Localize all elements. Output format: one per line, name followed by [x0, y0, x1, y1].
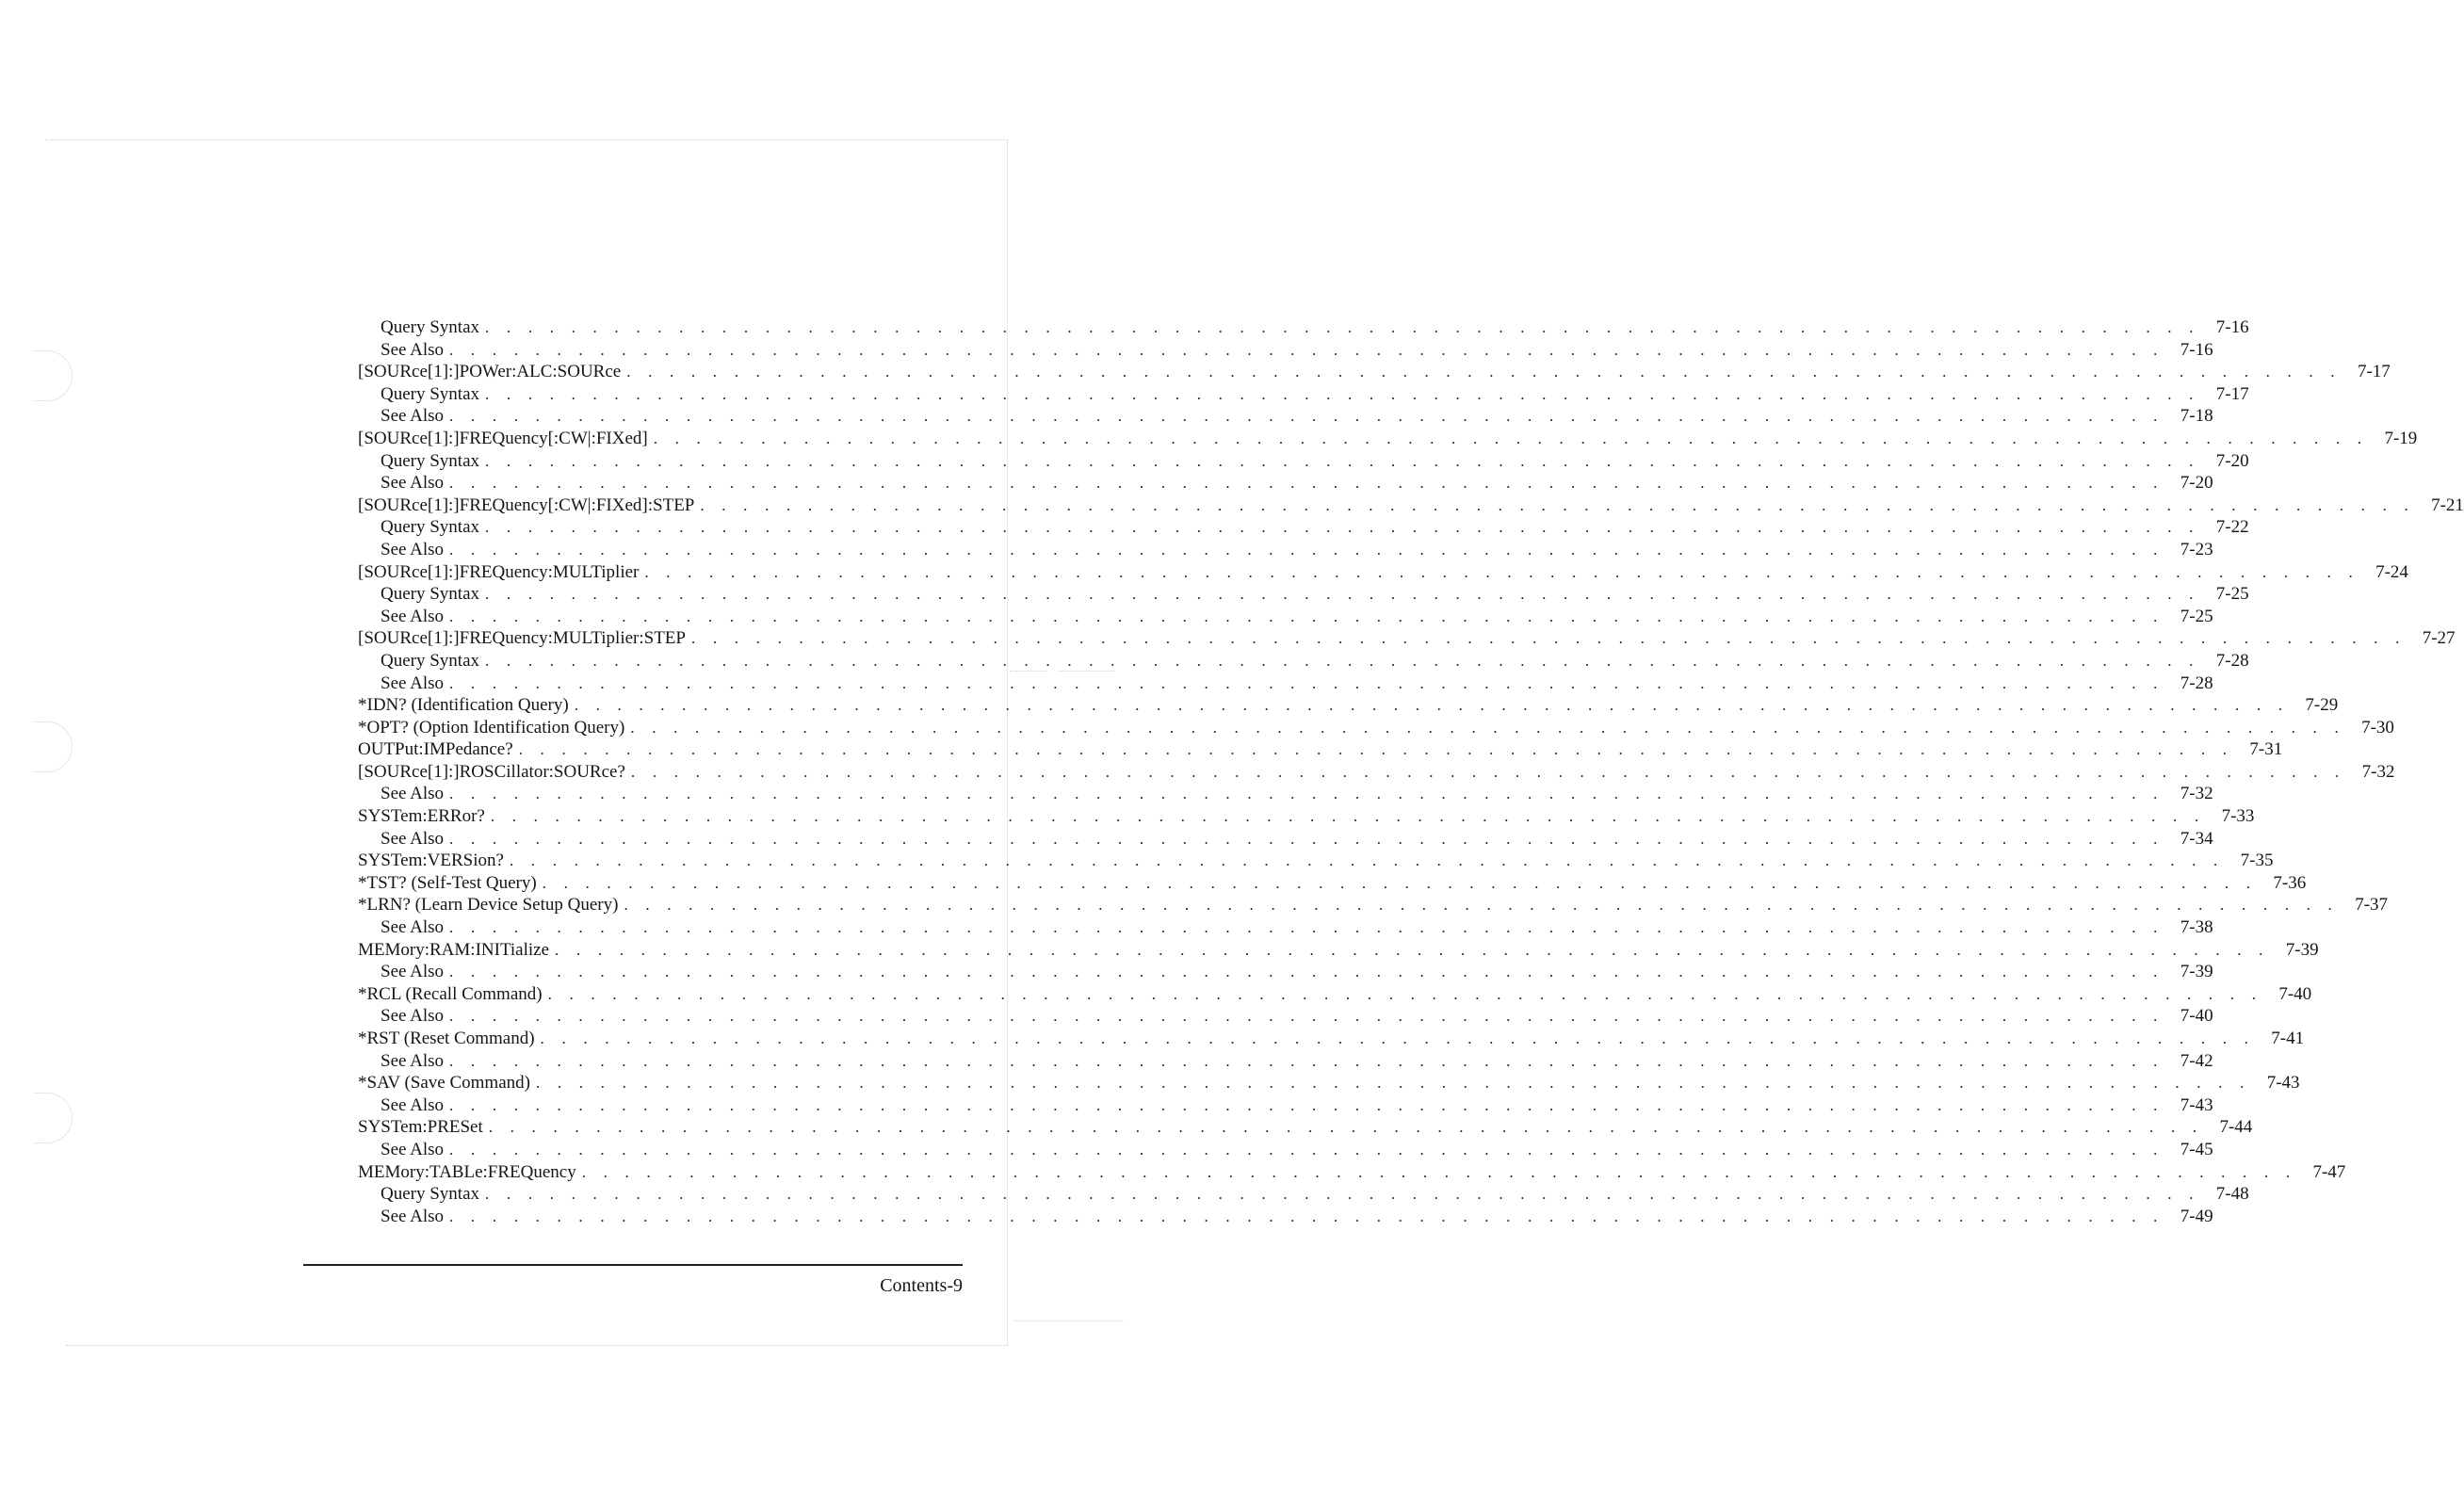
- toc-entry: [358, 650, 2249, 672]
- toc-entry-title: See Also: [358, 1139, 449, 1161]
- toc-entry-title: See Also: [358, 539, 449, 561]
- toc-entry-page-number: 7-49: [2180, 1206, 2213, 1226]
- toc-entry-page-number: 7-38: [2180, 917, 2213, 938]
- toc-entry: [358, 1094, 2213, 1117]
- toc-entry-page-number: 7-33: [2221, 806, 2255, 827]
- toc-entry-title: See Also: [358, 1094, 449, 1117]
- toc-dot-leader: . . . . . . . . . . . . . . . . . . . . . . . . . . . . . . . . . . . . . . . . . . . . . . . . . . . . . . . . . . . . . . . . . . . . . . . . . . . . . . . .: [581, 1162, 2297, 1181]
- toc-entry-page-number: 7-39: [2285, 939, 2319, 960]
- toc-dot-leader: . . . . . . . . . . . . . . . . . . . . . . . . . . . . . . . . . . . . . . . . . . . . . . . . . . . . . . . . . . . . . . . . . . . . . . . . . . . . . . . .: [490, 807, 2206, 826]
- toc-entry: [358, 783, 2213, 805]
- toc-dot-leader: . . . . . . . . . . . . . . . . . . . . . . . . . . . . . . . . . . . . . . . . . . . . . . . . . . . . . . . . . . . . . . . . . . . . . . . . . . . . . . . .: [449, 540, 2164, 559]
- toc-entry-title: [SOURce[1]:]FREQuency[:CW|:FIXed]:STEP: [358, 494, 700, 517]
- toc-entry-title: *OPT? (Option Identification Query): [358, 717, 630, 739]
- toc-entry: [358, 983, 2312, 1006]
- toc-dot-leader: . . . . . . . . . . . . . . . . . . . . . . . . . . . . . . . . . . . . . . . . . . . . . . . . . . . . . . . . . . . . . . . . . . . . . . . . . . . . . . . .: [535, 1074, 2251, 1093]
- toc-dot-leader: . . . . . . . . . . . . . . . . . . . . . . . . . . . . . . . . . . . . . . . . . . . . . . . . . . . . . . . . . . . . . . . . . . . . . . . . . . . . . . . .: [449, 963, 2164, 981]
- toc-entry-title: Query Syntax: [358, 650, 485, 672]
- toc-entry-page-number: 7-40: [2180, 1006, 2213, 1027]
- toc-entry-page-number: 7-24: [2375, 561, 2408, 582]
- toc-entry-page-number: 7-48: [2215, 1184, 2249, 1205]
- toc-entry-page-number: 7-34: [2180, 828, 2213, 849]
- toc-entry-title: See Also: [358, 1206, 449, 1228]
- toc-entry: [358, 383, 2249, 406]
- toc-dot-leader: . . . . . . . . . . . . . . . . . . . . . . . . . . . . . . . . . . . . . . . . . . . . . . . . . . . . . . . . . . . . . . . . . . . . . . . . . . . . . . . .: [485, 384, 2200, 403]
- punch-hole-icon: [34, 721, 73, 772]
- toc-entry-title: MEMory:RAM:INITialize: [358, 939, 555, 962]
- toc-entry: [358, 1161, 2346, 1184]
- toc-entry-page-number: 7-35: [2240, 851, 2274, 871]
- toc-entry-page-number: 7-42: [2180, 1050, 2213, 1071]
- toc-dot-leader: . . . . . . . . . . . . . . . . . . . . . . . . . . . . . . . . . . . . . . . . . . . . . . . . . . . . . . . . . . . . . . . . . . . . . . . . . . . . . . . .: [574, 696, 2290, 715]
- toc-entry-title: See Also: [358, 916, 449, 939]
- toc-entry-page-number: 7-18: [2180, 406, 2213, 427]
- toc-entry-title: SYSTem:ERRor?: [358, 805, 491, 828]
- toc-dot-leader: . . . . . . . . . . . . . . . . . . . . . . . . . . . . . . . . . . . . . . . . . . . . . . . . . . . . . . . . . . . . . . . . . . . . . . . . . . . . . . . .: [485, 585, 2200, 604]
- toc-entry-page-number: 7-28: [2215, 650, 2249, 671]
- toc-dot-leader: . . . . . . . . . . . . . . . . . . . . . . . . . . . . . . . . . . . . . . . . . . . . . . . . . . . . . . . . . . . . . . . . . . . . . . . . . . . . . . . .: [700, 495, 2415, 514]
- toc-entry: [358, 694, 2339, 717]
- toc-entry-page-number: 7-39: [2180, 962, 2213, 982]
- toc-entry-title: See Also: [358, 606, 449, 628]
- toc-dot-leader: . . . . . . . . . . . . . . . . . . . . . . . . . . . . . . . . . . . . . . . . . . . . . . . . . . . . . . . . . . . . . . . . . . . . . . . . . . . . . . . .: [449, 1007, 2164, 1026]
- toc-entry-title: *IDN? (Identification Query): [358, 694, 575, 717]
- toc-entry-page-number: 7-20: [2180, 473, 2213, 494]
- toc-entry-title: See Also: [358, 1005, 449, 1028]
- toc-entry-title: See Also: [358, 672, 449, 695]
- toc-entry-page-number: 7-44: [2219, 1117, 2253, 1138]
- toc-dot-leader: . . . . . . . . . . . . . . . . . . . . . . . . . . . . . . . . . . . . . . . . . . . . . . . . . . . . . . . . . . . . . . . . . . . . . . . . . . . . . . . .: [449, 1051, 2164, 1070]
- page-footer-label: Contents-9: [880, 1275, 963, 1296]
- toc-entry-title: See Also: [358, 828, 449, 851]
- toc-dot-leader: . . . . . . . . . . . . . . . . . . . . . . . . . . . . . . . . . . . . . . . . . . . . . . . . . . . . . . . . . . . . . . . . . . . . . . . . . . . . . . . .: [449, 918, 2164, 937]
- footer-rule: [303, 1264, 963, 1266]
- toc-entry-title: See Also: [358, 339, 449, 362]
- toc-entry-title: Query Syntax: [358, 583, 485, 606]
- toc-entry-title: *TST? (Self-Test Query): [358, 872, 543, 895]
- toc-dot-leader: . . . . . . . . . . . . . . . . . . . . . . . . . . . . . . . . . . . . . . . . . . . . . . . . . . . . . . . . . . . . . . . . . . . . . . . . . . . . . . . .: [542, 873, 2258, 892]
- toc-entry: [358, 738, 2283, 761]
- toc-entry: [358, 561, 2408, 584]
- toc-entry: [358, 939, 2319, 962]
- toc-dot-leader: . . . . . . . . . . . . . . . . . . . . . . . . . . . . . . . . . . . . . . . . . . . . . . . . . . . . . . . . . . . . . . . . . . . . . . . . . . . . . . . .: [624, 896, 2340, 915]
- toc-entry-title: SYSTem:VERSion?: [358, 850, 510, 872]
- toc-entry: [358, 672, 2213, 695]
- toc-entry: [358, 872, 2307, 895]
- toc-entry-title: [SOURce[1]:]FREQuency:MULTiplier: [358, 561, 644, 584]
- toc-dot-leader: . . . . . . . . . . . . . . . . . . . . . . . . . . . . . . . . . . . . . . . . . . . . . . . . . . . . . . . . . . . . . . . . . . . . . . . . . . . . . . . .: [485, 451, 2200, 470]
- toc-entry-title: See Also: [358, 961, 449, 983]
- toc-entry-page-number: 7-30: [2361, 717, 2394, 737]
- toc-dot-leader: . . . . . . . . . . . . . . . . . . . . . . . . . . . . . . . . . . . . . . . . . . . . . . . . . . . . . . . . . . . . . . . . . . . . . . . . . . . . . . . .: [485, 1185, 2200, 1204]
- toc-dot-leader: . . . . . . . . . . . . . . . . . . . . . . . . . . . . . . . . . . . . . . . . . . . . . . . . . . . . . . . . . . . . . . . . . . . . . . . . . . . . . . . .: [644, 562, 2359, 581]
- toc-dot-leader: . . . . . . . . . . . . . . . . . . . . . . . . . . . . . . . . . . . . . . . . . . . . . . . . . . . . . . . . . . . . . . . . . . . . . . . . . . . . . . . .: [449, 474, 2164, 493]
- toc-dot-leader: . . . . . . . . . . . . . . . . . . . . . . . . . . . . . . . . . . . . . . . . . . . . . . . . . . . . . . . . . . . . . . . . . . . . . . . . . . . . . . . .: [653, 429, 2369, 447]
- toc-dot-leader: . . . . . . . . . . . . . . . . . . . . . . . . . . . . . . . . . . . . . . . . . . . . . . . . . . . . . . . . . . . . . . . . . . . . . . . . . . . . . . . .: [485, 518, 2200, 537]
- toc-entry-page-number: 7-32: [2361, 761, 2395, 782]
- scan-border-bottom: [66, 1345, 1008, 1346]
- toc-entry-title: [SOURce[1]:]POWer:ALC:SOURce: [358, 361, 626, 383]
- toc-entry: [358, 894, 2389, 916]
- toc-entry-page-number: 7-43: [2180, 1094, 2213, 1115]
- toc-entry-page-number: 7-16: [2180, 339, 2213, 360]
- toc-entry-page-number: 7-16: [2215, 317, 2249, 337]
- toc-entry: [358, 1139, 2213, 1161]
- toc-entry-title: Query Syntax: [358, 516, 485, 539]
- toc-dot-leader: . . . . . . . . . . . . . . . . . . . . . . . . . . . . . . . . . . . . . . . . . . . . . . . . . . . . . . . . . . . . . . . . . . . . . . . . . . . . . . . .: [449, 1095, 2164, 1114]
- toc-dot-leader: . . . . . . . . . . . . . . . . . . . . . . . . . . . . . . . . . . . . . . . . . . . . . . . . . . . . . . . . . . . . . . . . . . . . . . . . . . . . . . . .: [485, 651, 2200, 670]
- toc-dot-leader: . . . . . . . . . . . . . . . . . . . . . . . . . . . . . . . . . . . . . . . . . . . . . . . . . . . . . . . . . . . . . . . . . . . . . . . . . . . . . . . .: [690, 629, 2407, 648]
- toc-entry: [358, 1072, 2300, 1094]
- toc-entry: [358, 494, 2464, 517]
- toc-dot-leader: . . . . . . . . . . . . . . . . . . . . . . . . . . . . . . . . . . . . . . . . . . . . . . . . . . . . . . . . . . . . . . . . . . . . . . . . . . . . . . . .: [449, 785, 2164, 803]
- toc-entry-title: SYSTem:PRESet: [358, 1116, 489, 1139]
- toc-entry-title: *LRN? (Learn Device Setup Query): [358, 894, 624, 916]
- toc-entry-title: *RCL (Recall Command): [358, 983, 548, 1006]
- punch-hole-icon: [34, 1093, 73, 1143]
- toc-entry-title: See Also: [358, 783, 449, 805]
- toc-dot-leader: . . . . . . . . . . . . . . . . . . . . . . . . . . . . . . . . . . . . . . . . . . . . . . . . . . . . . . . . . . . . . . . . . . . . . . . . . . . . . . . .: [540, 1029, 2256, 1047]
- toc-entry-page-number: 7-22: [2215, 517, 2249, 538]
- toc-entry: [358, 361, 2391, 383]
- toc-entry: [358, 516, 2249, 539]
- toc-entry: [358, 828, 2213, 851]
- toc-entry-page-number: 7-21: [2431, 494, 2464, 515]
- toc-entry: [358, 805, 2255, 828]
- toc-entry-page-number: 7-40: [2278, 983, 2312, 1004]
- toc-entry-title: Query Syntax: [358, 450, 485, 473]
- toc-entry-page-number: 7-32: [2180, 784, 2213, 804]
- toc-entry: [358, 961, 2213, 983]
- toc-entry-page-number: 7-36: [2273, 872, 2307, 893]
- toc-entry-page-number: 7-28: [2180, 672, 2213, 693]
- toc-entry-page-number: 7-43: [2266, 1073, 2300, 1094]
- toc-entry: [358, 1183, 2249, 1206]
- toc-entry: [358, 717, 2394, 739]
- toc-entry: [358, 1005, 2213, 1028]
- toc-entry: [358, 916, 2213, 939]
- toc-entry-title: *RST (Reset Command): [358, 1028, 541, 1050]
- toc-entry: [358, 606, 2213, 628]
- toc-entry: [358, 1116, 2253, 1139]
- toc-entry-page-number: 7-37: [2355, 895, 2389, 916]
- toc-entry-title: See Also: [358, 405, 449, 428]
- toc-dot-leader: . . . . . . . . . . . . . . . . . . . . . . . . . . . . . . . . . . . . . . . . . . . . . . . . . . . . . . . . . . . . . . . . . . . . . . . . . . . . . . . .: [485, 318, 2200, 336]
- toc-entry-page-number: 7-47: [2312, 1161, 2346, 1182]
- toc-entry-page-number: 7-41: [2271, 1029, 2305, 1048]
- toc-dot-leader: . . . . . . . . . . . . . . . . . . . . . . . . . . . . . . . . . . . . . . . . . . . . . . . . . . . . . . . . . . . . . . . . . . . . . . . . . . . . . . . .: [449, 1207, 2164, 1225]
- toc-dot-leader: . . . . . . . . . . . . . . . . . . . . . . . . . . . . . . . . . . . . . . . . . . . . . . . . . . . . . . . . . . . . . . . . . . . . . . . . . . . . . . . .: [449, 607, 2164, 625]
- table-of-contents: [358, 316, 2464, 1227]
- toc-entry: [358, 472, 2213, 494]
- toc-entry-page-number: 7-20: [2215, 450, 2249, 471]
- toc-entry-page-number: 7-19: [2384, 428, 2418, 448]
- toc-entry-title: Query Syntax: [358, 383, 485, 406]
- toc-entry: [358, 339, 2213, 362]
- toc-entry: [358, 450, 2249, 473]
- toc-entry-page-number: 7-25: [2215, 584, 2249, 605]
- toc-dot-leader: . . . . . . . . . . . . . . . . . . . . . . . . . . . . . . . . . . . . . . . . . . . . . . . . . . . . . . . . . . . . . . . . . . . . . . . . . . . . . . . .: [626, 363, 2342, 381]
- toc-entry-title: [SOURce[1]:]FREQuency[:CW|:FIXed]: [358, 428, 654, 450]
- toc-entry-title: See Also: [358, 472, 449, 494]
- toc-entry-page-number: 7-27: [2422, 628, 2456, 649]
- toc-entry-page-number: 7-23: [2180, 539, 2213, 559]
- toc-dot-leader: . . . . . . . . . . . . . . . . . . . . . . . . . . . . . . . . . . . . . . . . . . . . . . . . . . . . . . . . . . . . . . . . . . . . . . . . . . . . . . . .: [547, 984, 2263, 1003]
- toc-entry: [358, 583, 2249, 606]
- toc-entry: [358, 405, 2213, 428]
- toc-entry-title: Query Syntax: [358, 1183, 485, 1206]
- toc-entry-title: MEMory:TABLe:FREQuency: [358, 1161, 582, 1184]
- punch-hole-icon: [34, 350, 73, 401]
- toc-entry-page-number: 7-17: [2357, 362, 2391, 382]
- toc-entry: [358, 1028, 2305, 1050]
- toc-dot-leader: . . . . . . . . . . . . . . . . . . . . . . . . . . . . . . . . . . . . . . . . . . . . . . . . . . . . . . . . . . . . . . . . . . . . . . . . . . . . . . . .: [449, 340, 2164, 359]
- toc-entry-title: See Also: [358, 1050, 449, 1073]
- toc-entry: [358, 1206, 2213, 1228]
- toc-entry: [358, 539, 2213, 561]
- toc-entry-title: [SOURce[1]:]FREQuency:MULTiplier:STEP: [358, 627, 691, 650]
- toc-dot-leader: . . . . . . . . . . . . . . . . . . . . . . . . . . . . . . . . . . . . . . . . . . . . . . . . . . . . . . . . . . . . . . . . . . . . . . . . . . . . . . . .: [449, 829, 2164, 848]
- toc-entry-title: [SOURce[1]:]ROSCillator:SOURce?: [358, 761, 631, 784]
- toc-entry-page-number: 7-29: [2305, 695, 2339, 716]
- toc-dot-leader: . . . . . . . . . . . . . . . . . . . . . . . . . . . . . . . . . . . . . . . . . . . . . . . . . . . . . . . . . . . . . . . . . . . . . . . . . . . . . . . .: [449, 673, 2164, 692]
- toc-dot-leader: . . . . . . . . . . . . . . . . . . . . . . . . . . . . . . . . . . . . . . . . . . . . . . . . . . . . . . . . . . . . . . . . . . . . . . . . . . . . . . . .: [488, 1118, 2204, 1137]
- toc-entry: [358, 428, 2418, 450]
- toc-entry-title: *SAV (Save Command): [358, 1072, 536, 1094]
- toc-dot-leader: . . . . . . . . . . . . . . . . . . . . . . . . . . . . . . . . . . . . . . . . . . . . . . . . . . . . . . . . . . . . . . . . . . . . . . . . . . . . . . . .: [518, 740, 2234, 759]
- toc-dot-leader: . . . . . . . . . . . . . . . . . . . . . . . . . . . . . . . . . . . . . . . . . . . . . . . . . . . . . . . . . . . . . . . . . . . . . . . . . . . . . . . .: [509, 851, 2225, 870]
- toc-dot-leader: . . . . . . . . . . . . . . . . . . . . . . . . . . . . . . . . . . . . . . . . . . . . . . . . . . . . . . . . . . . . . . . . . . . . . . . . . . . . . . . .: [449, 1140, 2164, 1159]
- toc-entry: [358, 761, 2395, 784]
- toc-dot-leader: . . . . . . . . . . . . . . . . . . . . . . . . . . . . . . . . . . . . . . . . . . . . . . . . . . . . . . . . . . . . . . . . . . . . . . . . . . . . . . . .: [449, 407, 2164, 426]
- toc-entry: [358, 1050, 2213, 1073]
- toc-dot-leader: . . . . . . . . . . . . . . . . . . . . . . . . . . . . . . . . . . . . . . . . . . . . . . . . . . . . . . . . . . . . . . . . . . . . . . . . . . . . . . . .: [555, 940, 2270, 959]
- toc-entry: [358, 850, 2274, 872]
- toc-entry-title: OUTPut:IMPedance?: [358, 738, 519, 761]
- scan-border-top: [45, 139, 1008, 140]
- toc-entry-page-number: 7-31: [2249, 739, 2283, 760]
- toc-entry: [358, 627, 2456, 650]
- toc-dot-leader: . . . . . . . . . . . . . . . . . . . . . . . . . . . . . . . . . . . . . . . . . . . . . . . . . . . . . . . . . . . . . . . . . . . . . . . . . . . . . . . .: [630, 762, 2346, 781]
- toc-entry: [358, 316, 2249, 339]
- toc-entry-page-number: 7-25: [2180, 606, 2213, 626]
- toc-entry-title: Query Syntax: [358, 316, 485, 339]
- toc-dot-leader: . . . . . . . . . . . . . . . . . . . . . . . . . . . . . . . . . . . . . . . . . . . . . . . . . . . . . . . . . . . . . . . . . . . . . . . . . . . . . . . .: [630, 718, 2345, 737]
- toc-entry-page-number: 7-17: [2215, 383, 2249, 404]
- toc-entry-page-number: 7-45: [2180, 1139, 2213, 1159]
